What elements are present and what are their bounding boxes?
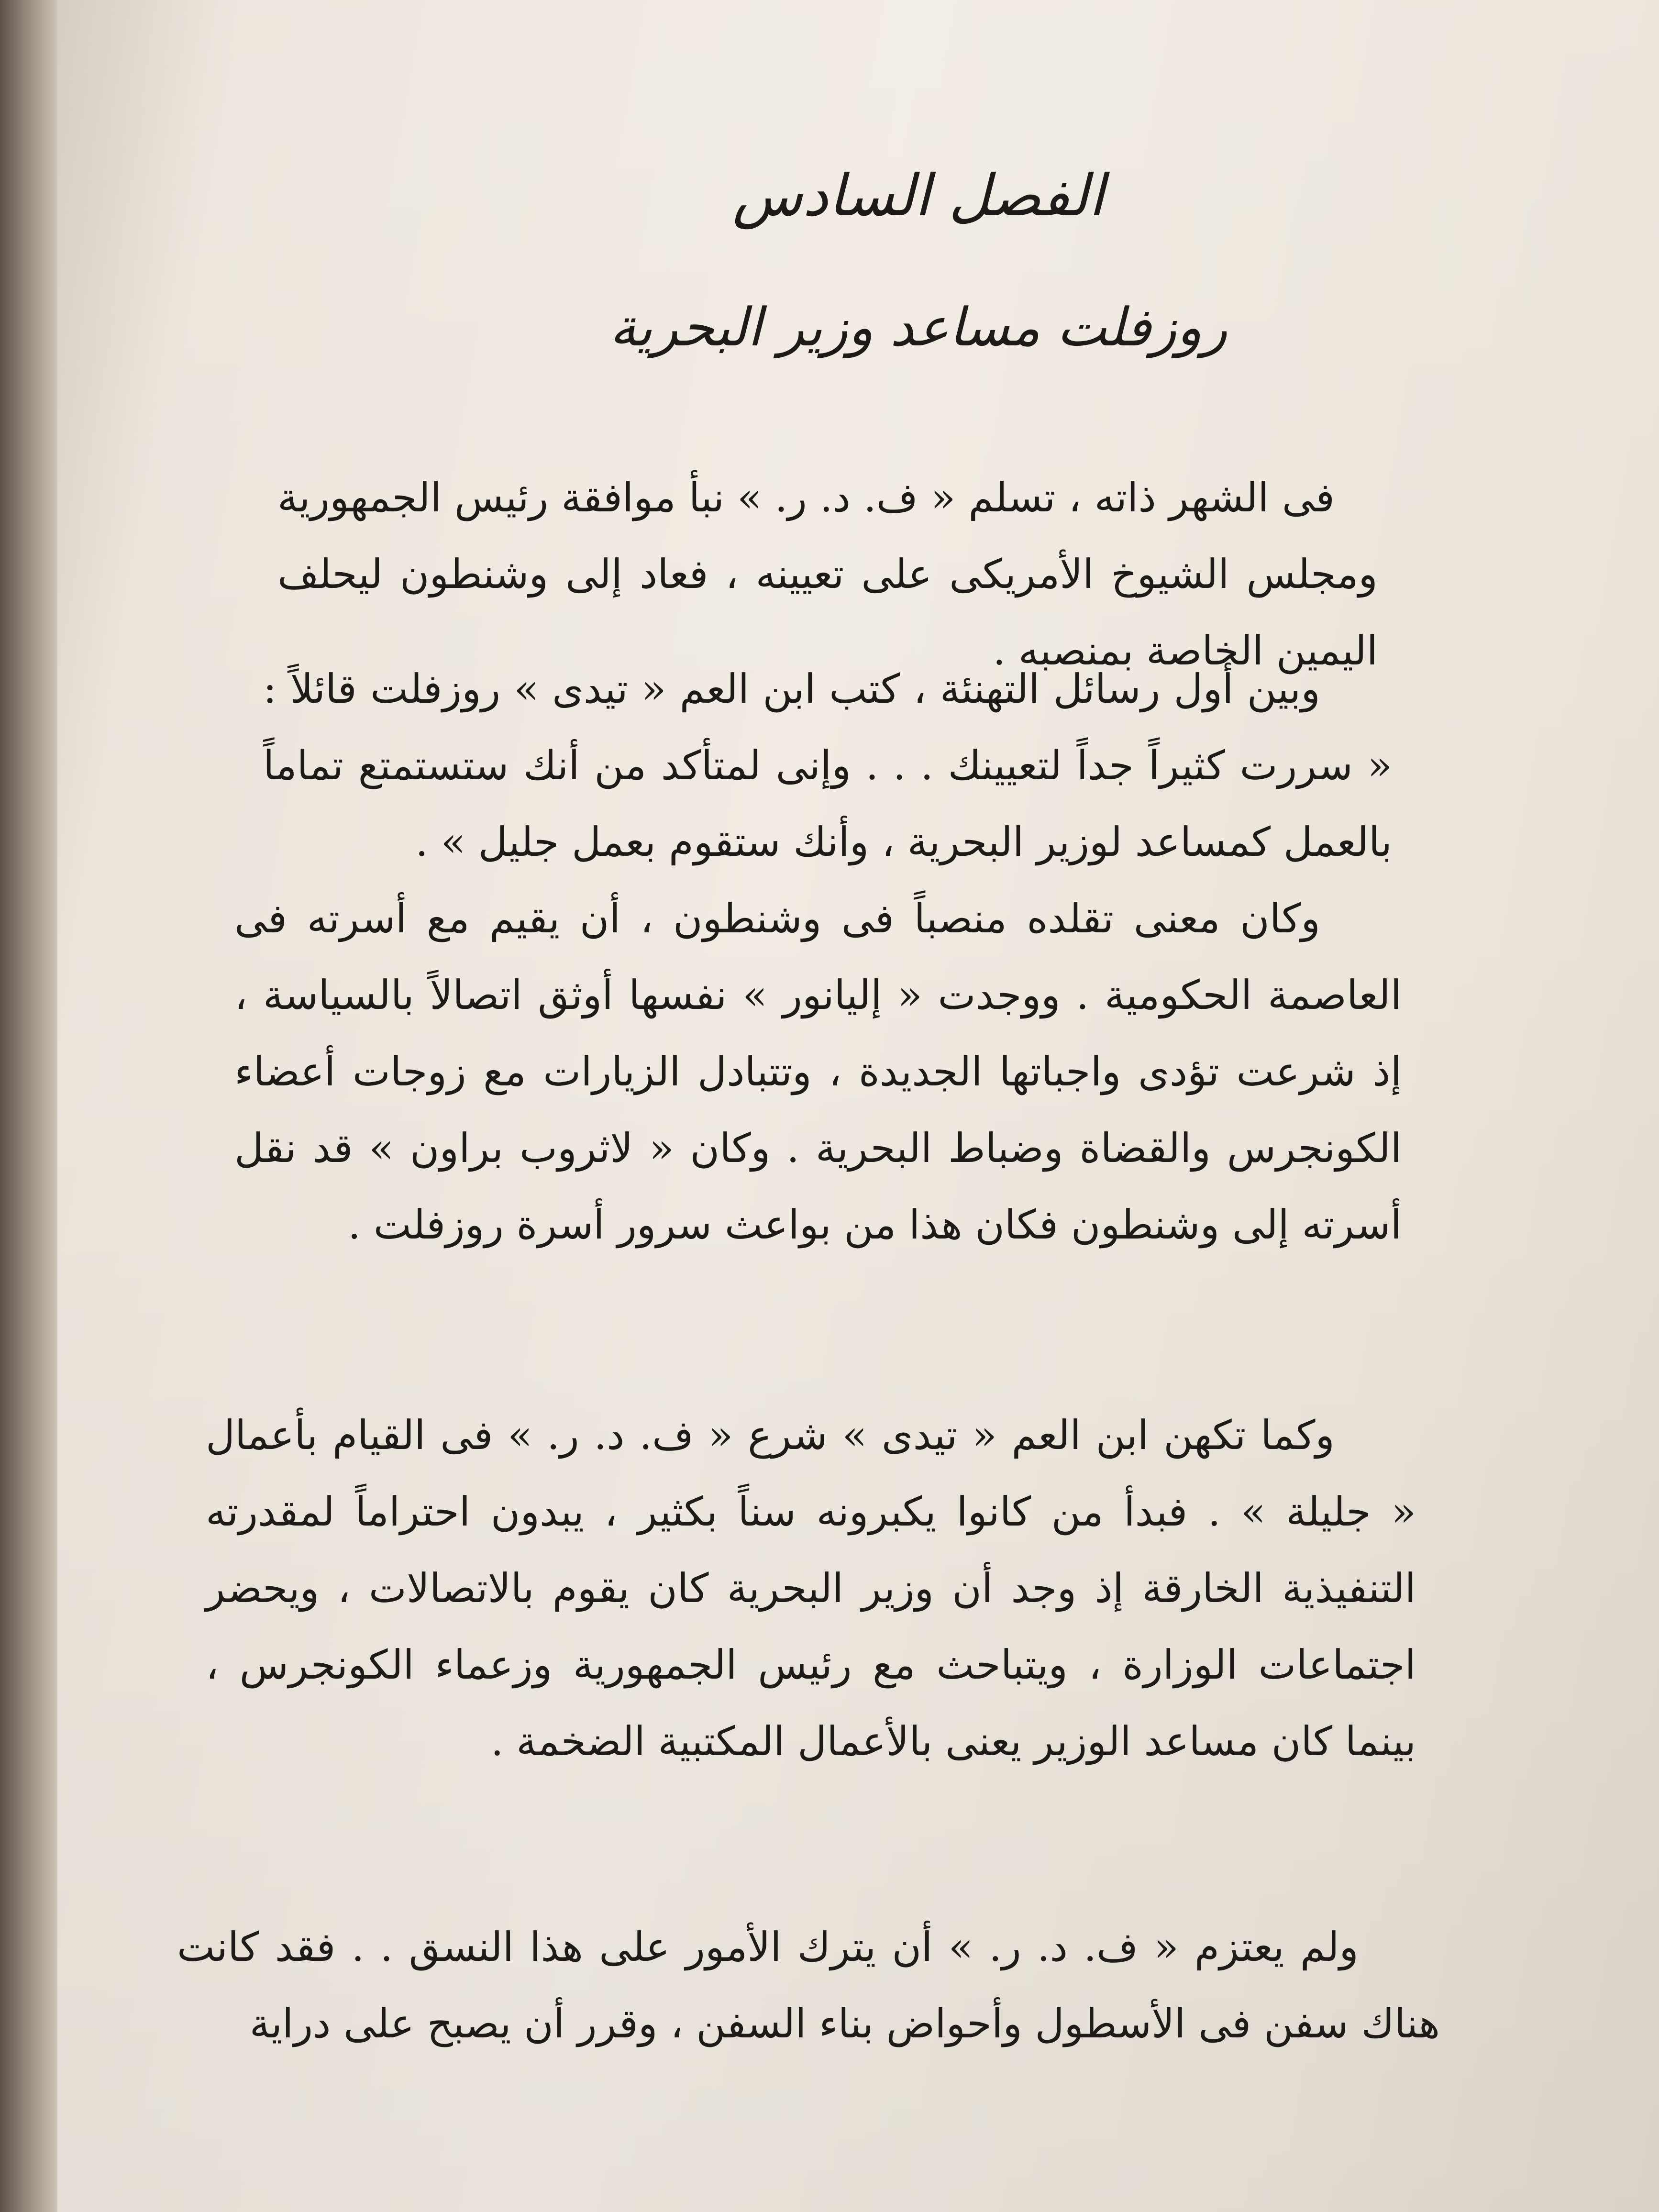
paragraph-1: فى الشهر ذاته ، تسلم « ف. د. ر. » نبأ موافقة رئيس الجمهورية ومجلس الشيوخ الأمريكى على تعيينه ، فعاد إلى وشنطون ليحلف اليمين الخاصة بمنصبه . (277, 474, 1378, 674)
paragraph-4: وكما تكهن ابن العم « تيدى » شرع « ف. د. ر. » فى القيام بأعمال « جليلة » . فبدأ من كانوا يكبرونه سناً بكثير ، يبدون احتراماً لمقدرته التنفيذية الخارقة إذ وجد أن وزير البحرية كان يقوم بالاتصالات ، ويحضر اجتماعات الوزارة ، ويتباحث مع رئيس الجمهورية وزعماء الكونجرس ، بينما كان مساعد الوزير يعنى بالأعمال المكتبية الضخمة . (206, 1412, 1416, 1765)
paragraph-5: ولم يعتزم « ف. د. ر. » أن يترك الأمور على هذا النسق . . فقد كانت هناك سفن فى الأسطول وأحواض بناء السفن ، وقرر أن يصبح على دراية (177, 1924, 1440, 2047)
paragraph-2: وبين أول رسائل التهنئة ، كتب ابن العم « تيدى » روزفلت قائلاً : « سررت كثيراً جداً لتعيينك . . . وإنى لمتأكد من أنك ستستمتع تماماً بالعمل كمساعد لوزير البحرية ، وأنك ستقوم بعمل جليل » . (263, 665, 1393, 865)
previous-page-edge (0, 0, 57, 2212)
chapter-subtitle: روزفلت مساعد وزير البحرية (609, 297, 1228, 358)
paragraph-3: وكان معنى تقلده منصباً فى وشنطون ، أن يقيم مع أسرته فى العاصمة الحكومية . ووجدت « إليانور » نفسها أوثق اتصالاً بالسياسة ، إذ شرعت تؤدى واجباتها الجديدة ، وتتبادل الزيارات مع زوجات أعضاء الكونجرس والقضاة وضباط البحرية . وكان « لاثروب براون » قد نقل أسرته إلى وشنطون فكان هذا من بواعث سرور أسرة روزفلت . (234, 895, 1402, 1248)
book-page (57, 0, 1659, 2212)
chapter-title: الفصل السادس (732, 163, 1105, 229)
